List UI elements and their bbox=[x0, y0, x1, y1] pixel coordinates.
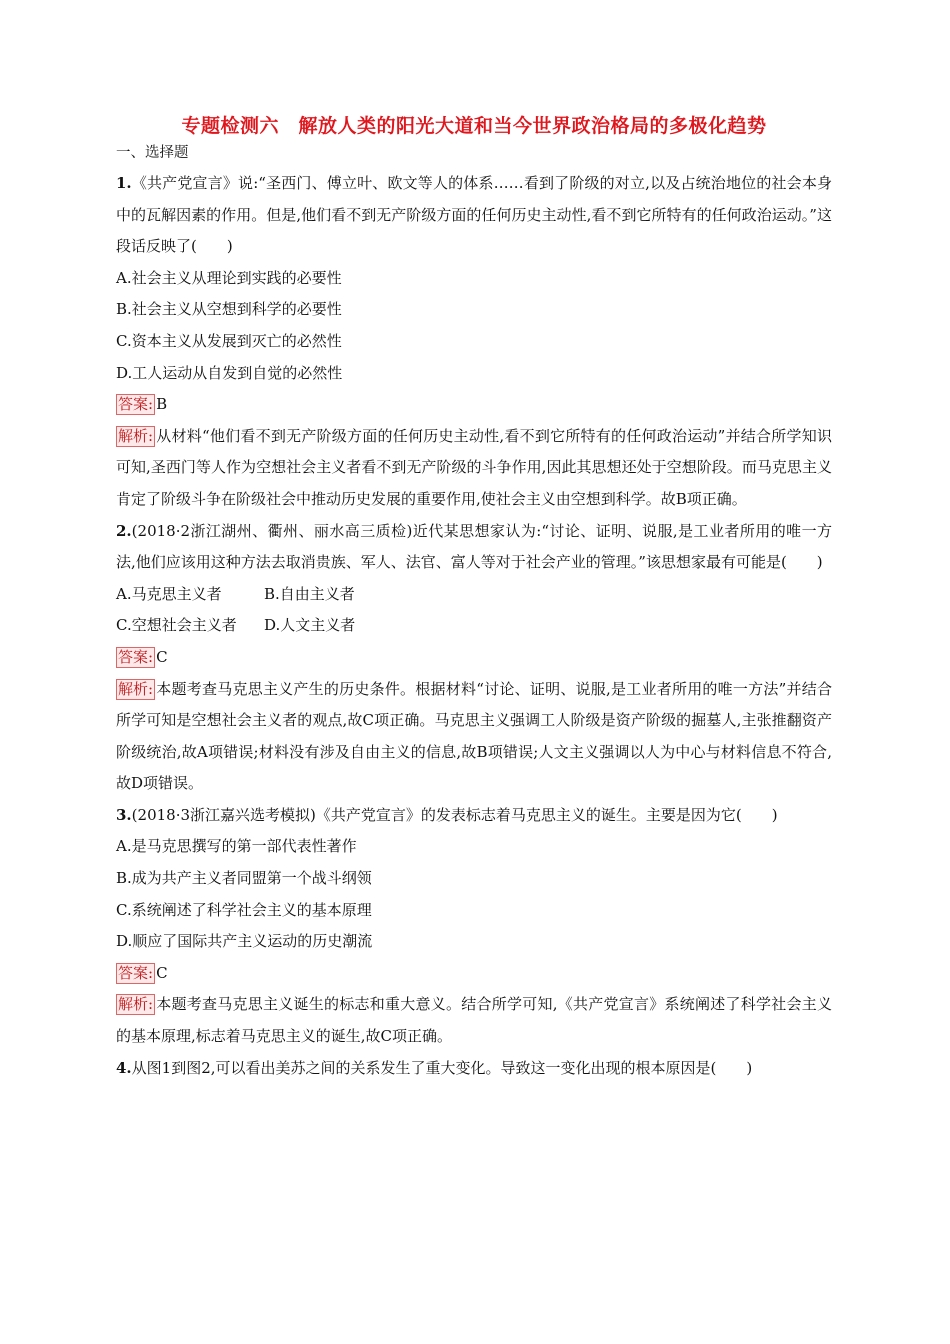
question-stem bbox=[116, 800, 832, 832]
analysis-line bbox=[116, 421, 832, 516]
question-text: (2018·3浙江嘉兴选考模拟)《共产党宣言》的发表标志着马克思主义的诞生。主要是因为它( ) bbox=[131, 805, 778, 824]
analysis-line bbox=[116, 674, 832, 800]
answer-line bbox=[116, 958, 832, 990]
answer-value: B bbox=[156, 395, 168, 414]
option-row bbox=[116, 579, 832, 611]
question-stem bbox=[116, 1053, 832, 1085]
answer-value: C bbox=[156, 963, 168, 982]
option-d: D.人文主义者 bbox=[264, 616, 356, 635]
answer-value: C bbox=[156, 647, 168, 666]
analysis-tag: 解析: bbox=[118, 995, 154, 1014]
answer-tag: 答案: bbox=[118, 395, 154, 414]
analysis-tag: 解析: bbox=[118, 426, 154, 445]
answer-line bbox=[116, 389, 832, 421]
question-text: 从图1到图2,可以看出美苏之间的关系发生了重大变化。导致这一变化出现的根本原因是( ) bbox=[131, 1058, 753, 1077]
question-stem bbox=[116, 168, 832, 263]
option-b: B.成为共产主义者同盟第一个战斗纲领 bbox=[116, 869, 372, 888]
option-a: A.马克思主义者 bbox=[116, 584, 222, 603]
question-number: 3. bbox=[116, 805, 132, 824]
analysis-tag: 解析: bbox=[118, 679, 154, 698]
option-a: A.社会主义从理论到实践的必要性 bbox=[116, 268, 342, 287]
question-number: 2. bbox=[116, 521, 132, 540]
question-text: (2018·2浙江湖州、衢州、丽水高三质检)近代某思想家认为:“讨论、证明、说服,是工业者所用的唯一方法,他们应该用这种方法去取消贵族、军人、法官、富人等对于社会产业的管理。”该思想家最有可能是( ) bbox=[116, 521, 832, 572]
option-c: C.空想社会主义者 bbox=[116, 616, 237, 635]
analysis-text: 从材料“他们看不到无产阶级方面的任何历史主动性,看不到它所特有的任何政治运动”并结合所学知识可知,圣西门等人作为空想社会主义者看不到无产阶级的斗争作用,因此其思想还处于空想阶段。而马克思主义肯定了阶级斗争在阶级社会中推动历史发展的重要作用,使社会主义由空想到科学。故B项正确。 bbox=[116, 426, 832, 508]
option-row bbox=[116, 610, 832, 642]
question-stem bbox=[116, 516, 832, 579]
option-d: D.工人运动从自发到自觉的必然性 bbox=[116, 363, 343, 382]
question-number: 4. bbox=[116, 1058, 132, 1077]
question-1 bbox=[116, 168, 832, 516]
answer-tag: 答案: bbox=[118, 647, 154, 666]
analysis-line bbox=[116, 989, 832, 1052]
option-b: B.自由主义者 bbox=[264, 584, 355, 603]
answer-line bbox=[116, 642, 832, 674]
question-4 bbox=[116, 1053, 832, 1085]
question-2 bbox=[116, 516, 832, 800]
question-number: 1. bbox=[116, 174, 132, 192]
option-a: A.是马克思撰写的第一部代表性著作 bbox=[116, 837, 357, 856]
section-heading: 一、选择题 bbox=[116, 145, 189, 161]
page-title: 专题检测六 解放人类的阳光大道和当今世界政治格局的多极化趋势 bbox=[181, 115, 767, 137]
question-text: 《共产党宣言》说:“圣西门、傅立叶、欧文等人的体系……看到了阶级的对立,以及占统治地位的社会本身中的瓦解因素的作用。但是,他们看不到无产阶级方面的任何历史主动性,看不到它所特有的任何政治运动。”这段话反映了( ) bbox=[116, 174, 832, 256]
option-b: B.社会主义从空想到科学的必要性 bbox=[116, 300, 342, 319]
option-c: C.资本主义从发展到灭亡的必然性 bbox=[116, 331, 342, 350]
answer-tag: 答案: bbox=[118, 963, 154, 982]
question-3 bbox=[116, 800, 832, 1053]
analysis-text: 本题考查马克思主义产生的历史条件。根据材料“讨论、证明、说服,是工业者所用的唯一方法”并结合所学可知是空想社会主义者的观点,故C项正确。马克思主义强调工人阶级是资产阶级的掘墓人,主张推翻资产阶级统治,故A项错误;材料没有涉及自由主义的信息,故B项错误;人文主义强调以人为中心与材料信息不符合,故D项错误。 bbox=[116, 679, 832, 793]
document-page bbox=[116, 112, 832, 1084]
option-c: C.系统阐述了科学社会主义的基本原理 bbox=[116, 900, 372, 919]
option-d: D.顺应了国际共产主义运动的历史潮流 bbox=[116, 932, 373, 951]
analysis-text: 本题考查马克思主义诞生的标志和重大意义。结合所学可知,《共产党宣言》系统阐述了科学社会主义的基本原理,标志着马克思主义的诞生,故C项正确。 bbox=[116, 995, 832, 1046]
